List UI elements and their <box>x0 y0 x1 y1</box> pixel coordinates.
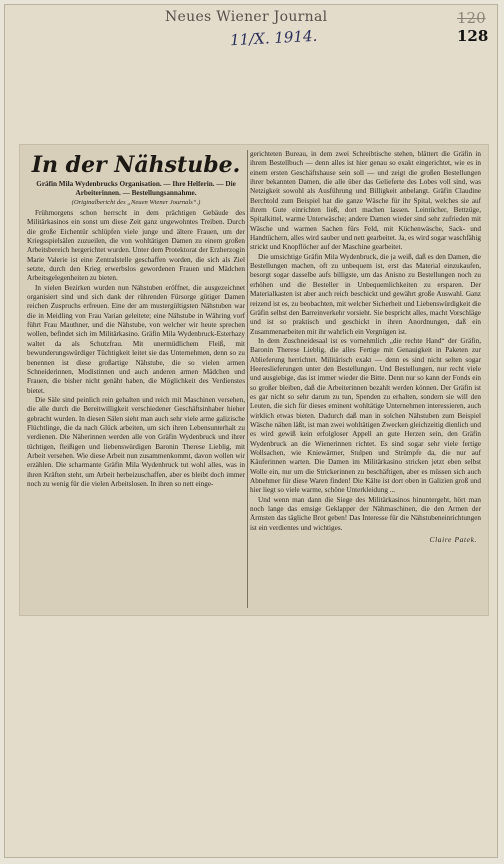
old-page-number: 120 <box>457 9 486 27</box>
page-number: 128 <box>457 27 489 45</box>
article-paragraph: Frühmorgens schon herrscht in dem prächtigen Gebäude des Militärkasinos ein sonst um diese Zeit ganz ungewohntes Treiben. Durch die große Eichentür schlüpfen viele junge und ältere Frauen, um der Kriegsspielsälen zuzueilen, die von wohltätigen Damen zu einem großen Arbeitsbereich hergerichtet wurden. Unter dem Protektorat der Erzherzogin Marie Valerie ist eine Zentralstelle geschaffen worden, die sich als Ziel setzte, durch den Krieg erwerbslos gewordenen Frauen und Mädchen Arbeitsgelegenheiten zu bieten. <box>27 209 245 283</box>
masthead: Neues Wiener Journal <box>165 9 328 25</box>
article-source-note: (Originalbericht des „Neuen Wiener Journals“.) <box>71 199 201 206</box>
article-paragraph: Die Säle sind peinlich rein gehalten und reich mit Maschinen versehen, die alle durch die Bereitwilligkeit verschiedener Geschäftsinhaber hieher gebracht wurden. In diesen Sälen sieht man auch sehr viele arme galizische Flüchtlinge, die da nach Glück arbeiten, um sich ihren Lebensunterhalt zu verdienen. Die Näherinnen werden alle von Gräfin Wydenbruck und ihrer tüchtigen, fleißigen und liebenswürdigen Baronin Therese Lieblig, mit Arbeit versehen. Wie diese Arbeit nun zusammenkommt, davon wollen wir erzählen. Die scharmante Gräfin Mila Wydenbruck tut wohl alles, was in ihren Kräften steht, um Arbeit herbeizuschaffen, aber es bleibt doch immer noch zu wenig für die vielen Arbeitslosen. In ihren so nett einge- <box>27 395 245 488</box>
article-right-column <box>250 150 481 544</box>
author-signature: Claire Patek. <box>429 535 477 545</box>
article-paragraph: In vielen Bezirken wurden nun Nähstuben eröffnet, die ausgezeichnet organisiert sind und sich dank der rührenden Fürsorge gütiger Damen reichen Zuspruchs erfreuen. Eine der am mustergültigsten Nähstuben war die in Meidling von Frau Varian geleitete; eine Nähstube in Währing vorf führt Frau Mauthner, und die Nähstube, von welcher wir heute sprechen wollen, befindet sich im Militärkasino. Gräfin Mila Wydenbruck-Esterhazy waltet da als Schutzfrau. Mit unermüdlichem Fleiß, mit bewunderungswürdiger Tüchtigkeit leitet sie das Unternehmen, denn so zu benennen ist diese großartige Nähstube, die so vielen armen Schneiderinnen, Modistinnen und auch anderen armen Mädchen und Frauen, die bisher nicht genäht haben, die Möglichkeit des Verdienstes bietet. <box>27 283 245 395</box>
article-headline: In der Nähstube. <box>31 152 241 178</box>
article-paragraph: Und wenn man dann die Siege des Militärkasinos hinuntergeht, hört man noch lange das emsige Geklapper der Nähmaschinen, die den Armen der Ärmsten das tägliche Brot geben! Das Interesse für die Nähstubeneinrichtungen ist ein verdientes und wichtiges. <box>250 495 481 532</box>
article-paragraph: gerichteten Bureau, in dem zwei Schreibtische stehen, blättert die Gräfin in ihrem Bestellbuch — denn alles ist hier genau so exakt eingerichtet, wie es in einem ersten Geschäftshause sein soll — und zeigt die großen Bestellungen ihrer bekannten Damen, die alle über das Geliefertе des Lobes voll sind, was Netzigkeit sowohl als Ausführung und Billigkeit anbelangt. Gräfin Claudine Berchtold zum Beispiel hat die ganze Wäsche für ihr Spital, welches sie auf ihrem Gute einrichten ließ, dort machen lassen. Leintücher, Bettzüge, Spitalkittel, warme Unterwäsche; andere Damen wieder sind sehr zufrieden mit Wäsche und warmen Sachen fürs Feld, mit Küchenwäsche, Sack- und Handtüchern, alles wird sauber und nett gearbeitet. Ja, es wird sogar waschfähig strickt und Knopflöcher auf der Maschine gearbeitet. <box>250 150 481 252</box>
article-paragraph: In dem Zuschneidesaal ist es vornehmlich „die rechte Hand“ der Gräfin, Baronin Therese Lieblig, die alles Fertige mit Genauigkeit in Paketen zur Ablieferung herrichtet. Militärisch exakt — denn es sind nicht selten sogar Heereslieferungen unter den Bestellungen. Und Bestellungen, nur recht viele und ausgiebige, das ist immer wieder die Bitte. Denn nur so kann der Fonds ein so großer bleiben, daß die Arbeiterinnen bezahlt werden können. Der Gräfin ist es gar nicht so sehr darum zu tun, Spenden zu erhalten, sondern sie will den Leuten, die sich für dieses eminent wohltätige Unternehmen interessieren, auch wirklich etwas bieten. Dadurch daß man in solchen Nähstuben zum Beispiel Wäsche nähen läßt, ist man zwei wohltätigen Zwecken gleichzeitig dienlich und es wird gewiß kein erfolgloser Appell an gute Herzen sein, den Gräfin Wydenbruck an die Wienerinnen richtet. Es sind sogar sehr viele fertige Wollsachen, wie Kniewärmer, Stulpen und Strümpfe da, die nur auf Käuferinnen warten. Die Damen im Militärkasino stricken jetzt eben selbst Wolle ein, nur um die Strickerinnen zu beschäftigen, aber es müssen sich auch Abnehmer für diese Waren finden! Die Kälte ist dort oben in Galizien groß und hier liegt so viele warme, schöne Unterkleidung ... <box>250 336 481 495</box>
column-divider <box>247 150 248 608</box>
article-left-column <box>27 150 245 489</box>
article-subhead: Gräfin Mila Wydenbrucks Organisation. — Ihre Helferin. — Die Arbeiterinnen. — Bestellungsannahme. <box>36 180 236 197</box>
article-paragraph: Die umsichtige Gräfin Mila Wydenbruck, die ja weiß, daß es den Damen, die Bestellungen machen, oft zu unbequem ist, erst das Material einzukaufen, besorgt sogar dasselbe aufs billigste, um das Anisno zu Bestellungen noch zu erhöhen und die Besteller in Unbequemlichkeiten zu ersparen. Der Materialkasten ist aber auch reich beschickt und gewährt große Auswahl. Ganz reizend ist es, zu beobachten, mit welcher Sicherheit und Liebenswürdigkeit die Gräfin selbst den Barreinverkehr vorsieht. Sie bespricht alles, macht Vorschläge und ist so praktisch und geschickt in ihren Anordnungen, daß ein Zusammenarbeiten mit ihr wahrlich ein Vergnügen ist. <box>250 252 481 336</box>
handwritten-date: 11/X. 1914. <box>229 26 318 50</box>
